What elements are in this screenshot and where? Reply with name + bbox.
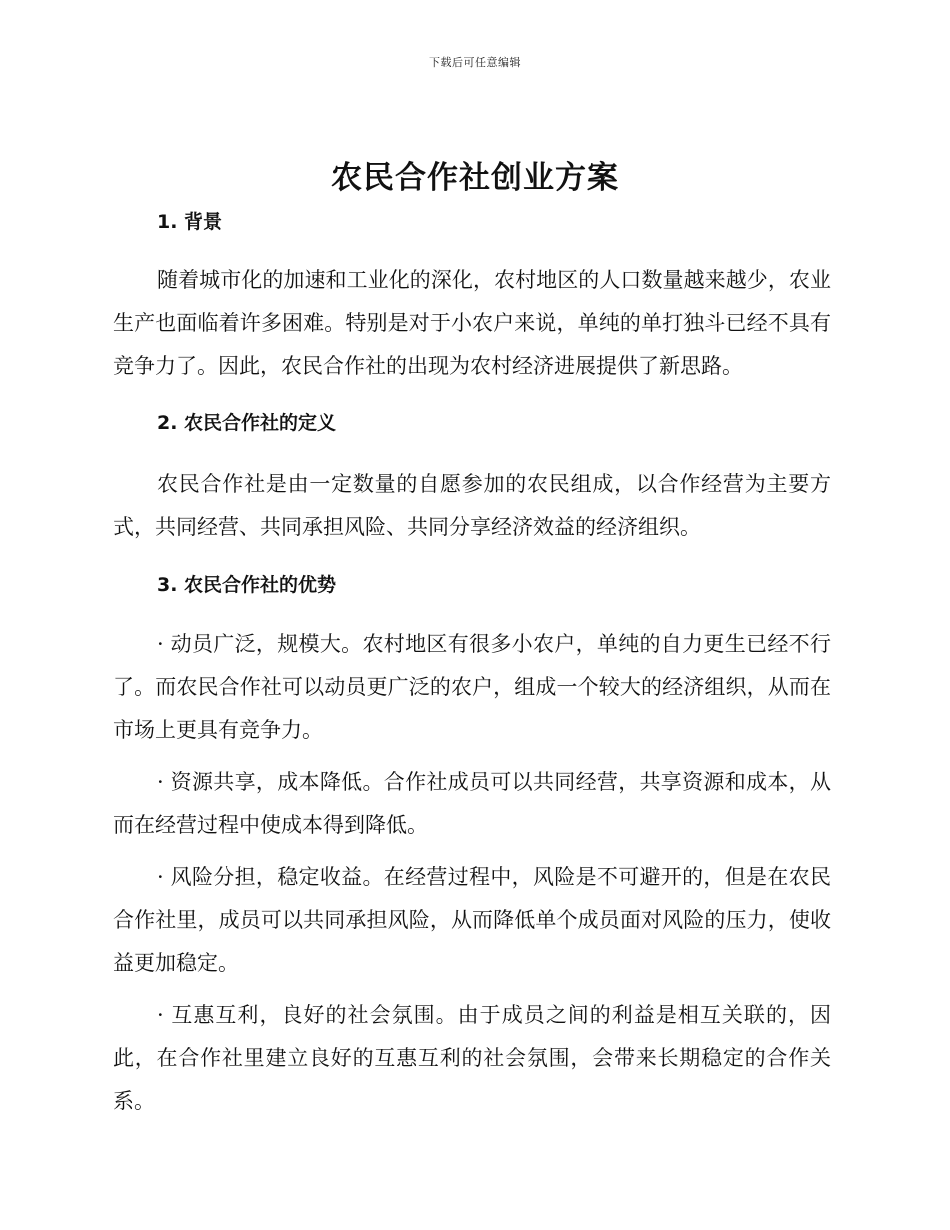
header-note: 下载后可任意编辑 bbox=[429, 56, 521, 69]
paragraph-definition: 农民合作社是由一定数量的自愿参加的农民组成，以合作经营为主要方式，共同经营、共同承担风险、共同分享经济效益的经济组织。 bbox=[113, 472, 831, 539]
section-heading-background: 1. 背景 bbox=[157, 211, 223, 233]
document-title: 农民合作社创业方案 bbox=[331, 160, 619, 196]
advantage-item: · 动员广泛，规模大。农村地区有很多小农户，单纯的自力更生已经不行了。而农民合作社可以动员更广泛的农户，组成一个较大的经济组织，从而在市场上更具有竞争力。 bbox=[113, 632, 831, 742]
advantage-item: · 互惠互利，良好的社会氛围。由于成员之间的利益是相互关联的，因此，在合作社里建立良好的互惠互利的社会氛围，会带来长期稳定的合作关系。 bbox=[113, 1003, 831, 1113]
document-body bbox=[113, 205, 831, 1123]
advantage-item: · 资源共享，成本降低。合作社成员可以共同经营，共享资源和成本，从而在经营过程中使成本得到降低。 bbox=[113, 770, 831, 837]
section-heading-definition: 2. 农民合作社的定义 bbox=[157, 412, 337, 434]
paragraph-background: 随着城市化的加速和工业化的深化，农村地区的人口数量越来越少，农业生产也面临着许多困难。特别是对于小农户来说，单纯的单打独斗已经不具有竞争力了。因此，农民合作社的出现为农村经济进展提供了新思路。 bbox=[113, 268, 831, 378]
advantage-item: · 风险分担，稳定收益。在经营过程中，风险是不可避开的，但是在农民合作社里，成员可以共同承担风险，从而降低单个成员面对风险的压力，使收益更加稳定。 bbox=[113, 865, 831, 975]
section-heading-advantages: 3. 农民合作社的优势 bbox=[157, 574, 337, 596]
